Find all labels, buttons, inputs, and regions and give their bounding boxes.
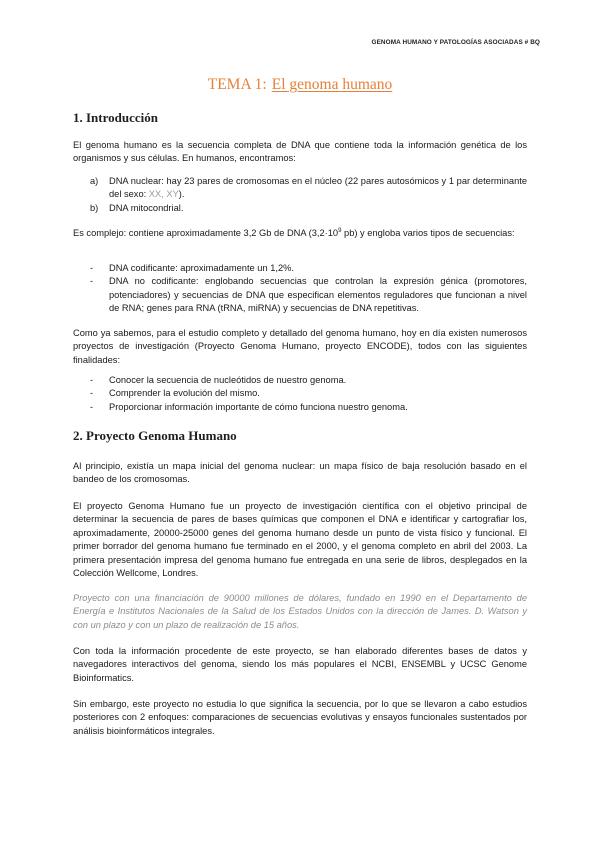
- exponent: 9: [338, 227, 342, 234]
- list-marker: -: [90, 263, 94, 273]
- running-header: GENOMA HUMANO Y PATOLOGÍAS ASOCIADAS # BQ: [371, 39, 540, 46]
- projects-paragraph: Como ya sabemos, para el estudio completo y detallado del genoma humano, hoy en día existen numerosos proyectos de investigación (Proyecto Genoma Humano, proyecto ENCODE), todos con las siguientes finalidades:: [73, 328, 527, 365]
- list-item-tail: ).: [178, 189, 185, 200]
- title-number: TEMA 1:: [207, 76, 267, 93]
- list-item-text: Comprender la evolución del mismo.: [109, 388, 260, 399]
- list-item: [73, 262, 527, 275]
- funding-note: Proyecto con una financiación de 90000 millones de dólares, fundado en 1990 en el Departamento de Energía e Institutos Nacionales de la Salud de los Estados Unidos con la dirección de James. D. Watson y con un plazo y con un plazo de realización de 15 años.: [73, 593, 527, 630]
- list-marker: -: [90, 401, 94, 412]
- list-item-text: DNA mitocondrial.: [109, 202, 184, 213]
- list-item: [73, 275, 527, 315]
- list-item-text: DNA nuclear: hay 23 pares de cromosomas en el núcleo (22 pares autosómicos y 1 par determinante del sexo:: [109, 176, 527, 200]
- initial-map-paragraph: Al principio, existía un mapa inicial del genoma nuclear: un mapa físico de baja resolución basado en el bandeo de los cromosomas.: [73, 461, 527, 485]
- list-item-text: Conocer la secuencia de nucleótidos de nuestro genoma.: [109, 375, 347, 385]
- list-marker: b): [90, 202, 99, 213]
- list-marker: -: [90, 388, 94, 399]
- document-title: [0, 76, 600, 94]
- list-item: [73, 374, 527, 387]
- list-item: [73, 202, 527, 215]
- list-marker: -: [90, 276, 94, 287]
- list-item: [73, 401, 527, 414]
- list-item-text: DNA codificante: aproximadamente un 1,2%.: [109, 263, 295, 273]
- approaches-paragraph: Sin embargo, este proyecto no estudia lo que significa la secuencia, por lo que se llevaron a cabo estudios posteriores con 2 enfoques: comparaciones de secuencias evolutivas y ensayos funcionales sustentados por análisis bioinformáticos integrales.: [73, 699, 527, 736]
- list-item: [73, 175, 527, 202]
- complexity-text: Es complejo: contiene aproximadamente 3,2 Gb de DNA (3,2·10: [73, 228, 339, 238]
- complexity-paragraph: [73, 227, 527, 240]
- intro-paragraph: El genoma humano es la secuencia completa de DNA que contiene toda la información genética de los organismos y sus células. En humanos, encontramos:: [73, 140, 527, 164]
- section-1-heading: 1. Introducción: [73, 110, 158, 125]
- list-marker: a): [90, 176, 99, 186]
- dna-types-list: [73, 262, 527, 316]
- section-2-heading: 2. Proyecto Genoma Humano: [73, 428, 237, 443]
- goals-list: [73, 374, 527, 414]
- dna-location-list: [73, 175, 527, 215]
- databases-paragraph: Con toda la información procedente de este proyecto, se han elaborado diferentes bases de datos y navegadores interactivos del genoma, siendo los más populares el NCBI, ENSEMBL y UCSC Genome Bioinformatics.: [73, 646, 527, 683]
- list-item-text: Proporcionar información importante de cómo funciona nuestro genoma.: [109, 401, 408, 412]
- complexity-text-end: pb) y engloba varios tipos de secuencias:: [341, 228, 515, 238]
- list-marker: -: [90, 375, 94, 385]
- list-item: [73, 387, 527, 400]
- project-description-paragraph: El proyecto Genoma Humano fue un proyecto de investigación científica con el objetivo principal de determinar la secuencia de pares de bases químicas que componen el DNA e identificar y cartografiar los, aproximadamente, 20000-25000 genes del genoma humano desde un punto de vista físico y funcional. El primer borrador del genoma humano fue terminado en el 2000, y el genoma completo en abril del 2003. La primera presentación impresa del genoma humano fue entregada en una serie de libros, desplegados en la Colección Wellcome, Londres.: [73, 501, 527, 579]
- list-item-text: DNA no codificante: englobando secuencias que controlan la expresión génica (promotores, potenciadores) y secuencias de DNA que especifican elementos reguladores que funcionan a nivel de RNA; genes para RNA (tRNA, miRNA) y secuencias de DNA repetitivas.: [109, 276, 527, 314]
- sex-chromosomes: XX, XY: [148, 189, 179, 200]
- title-name: El genoma humano: [271, 76, 393, 93]
